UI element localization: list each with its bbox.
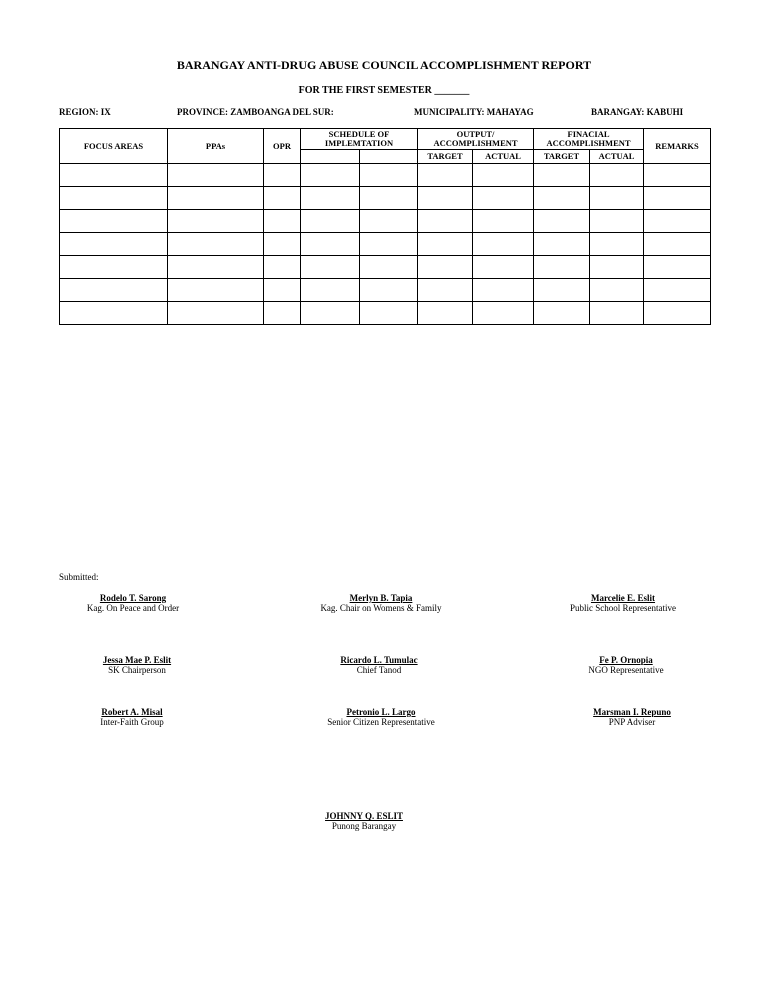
table-body — [60, 164, 711, 325]
header-remarks: REMARKS — [644, 129, 711, 164]
table-cell — [301, 233, 360, 256]
table-cell — [418, 210, 473, 233]
region-label: REGION: IX — [59, 107, 111, 117]
table-cell — [360, 210, 418, 233]
signatory-block — [92, 655, 182, 675]
signatory-name: Jessa Mae P. Eslit — [102, 655, 172, 665]
table-cell — [418, 164, 473, 187]
table-cell — [264, 187, 301, 210]
table-cell — [60, 256, 168, 279]
punong-barangay-block — [318, 811, 410, 831]
table-row — [60, 164, 711, 187]
table-row — [60, 302, 711, 325]
table-cell — [590, 256, 644, 279]
table-cell — [60, 279, 168, 302]
signatory-role: NGO Representative — [588, 665, 664, 675]
table-cell — [360, 233, 418, 256]
punong-barangay-name: JOHNNY Q. ESLIT — [325, 811, 403, 821]
header-financial-target: TARGET — [534, 150, 590, 164]
signatory-name: Ricardo L. Tumulac — [340, 655, 418, 665]
signatory-role: Chief Tanod — [356, 665, 402, 675]
municipality-label: MUNICIPALITY: MAHAYAG — [414, 107, 534, 117]
signatory-role: SK Chairperson — [108, 665, 166, 675]
table-cell — [264, 256, 301, 279]
table-cell — [168, 256, 264, 279]
report-title: BARANGAY ANTI-DRUG ABUSE COUNCIL ACCOMPLISHMENT REPORT — [176, 58, 592, 72]
table-row — [60, 210, 711, 233]
table-cell — [644, 187, 711, 210]
table-cell — [360, 187, 418, 210]
header-output-actual: ACTUAL — [473, 150, 534, 164]
signatory-block — [330, 655, 428, 675]
header-financial: FINACIAL ACCOMPLISHMENT — [534, 129, 644, 150]
header-schedule-sub-2 — [360, 150, 418, 164]
table-cell — [418, 233, 473, 256]
table-cell — [168, 302, 264, 325]
table-cell — [534, 164, 590, 187]
table-cell — [590, 210, 644, 233]
header-schedule: SCHEDULE OF IMPLEMTATION — [301, 129, 418, 150]
table-cell — [473, 164, 534, 187]
table-cell — [360, 279, 418, 302]
table-cell — [60, 302, 168, 325]
signatory-role: Inter-Faith Group — [100, 717, 164, 727]
province-label: PROVINCE: ZAMBOANGA DEL SUR: — [177, 107, 334, 117]
signatory-name: Robert A. Misal — [101, 707, 163, 717]
table-cell — [60, 187, 168, 210]
table-cell — [534, 302, 590, 325]
table-cell — [264, 164, 301, 187]
table-cell — [301, 210, 360, 233]
header-ppas: PPAs — [168, 129, 264, 164]
signatory-name: Fe P. Ornopia — [599, 655, 653, 665]
table-cell — [590, 187, 644, 210]
table-cell — [644, 233, 711, 256]
table-row — [60, 256, 711, 279]
table-cell — [264, 210, 301, 233]
table-cell — [60, 164, 168, 187]
table-cell — [264, 302, 301, 325]
table-cell — [360, 256, 418, 279]
table-cell — [264, 233, 301, 256]
header-schedule-sub-1 — [301, 150, 360, 164]
signatory-name: Petronio L. Largo — [346, 707, 416, 717]
signatory-block — [322, 707, 440, 727]
table-cell — [590, 164, 644, 187]
table-cell — [644, 210, 711, 233]
accomplishment-table — [59, 128, 711, 325]
signatory-block — [92, 707, 172, 727]
table-cell — [473, 302, 534, 325]
table-cell — [301, 302, 360, 325]
table-cell — [168, 210, 264, 233]
table-cell — [534, 210, 590, 233]
signatory-block — [588, 707, 676, 727]
signatory-block — [316, 593, 446, 613]
table-cell — [264, 279, 301, 302]
header-output-target: TARGET — [418, 150, 473, 164]
table-row — [60, 279, 711, 302]
table-cell — [473, 233, 534, 256]
table-cell — [418, 302, 473, 325]
table-cell — [590, 279, 644, 302]
table-cell — [644, 256, 711, 279]
table-cell — [418, 187, 473, 210]
signatory-role: Kag. Chair on Womens & Family — [320, 603, 442, 613]
header-focus-areas: FOCUS AREAS — [60, 129, 168, 164]
signatory-block — [580, 655, 672, 675]
table-cell — [301, 279, 360, 302]
table-cell — [590, 302, 644, 325]
header-opr: OPR — [264, 129, 301, 164]
table-cell — [534, 233, 590, 256]
table-cell — [168, 187, 264, 210]
signatory-name: Merlyn B. Tapia — [349, 593, 413, 603]
table-cell — [60, 233, 168, 256]
header-output: OUTPUT/ ACCOMPLISHMENT — [418, 129, 534, 150]
table-row — [60, 187, 711, 210]
table-cell — [60, 210, 168, 233]
table-cell — [301, 164, 360, 187]
table-cell — [360, 164, 418, 187]
table-cell — [418, 256, 473, 279]
table-cell — [644, 164, 711, 187]
table-cell — [644, 302, 711, 325]
signatory-name: Rodelo T. Sarong — [99, 593, 167, 603]
table-cell — [473, 256, 534, 279]
table-cell — [168, 233, 264, 256]
table-cell — [473, 279, 534, 302]
table-cell — [168, 164, 264, 187]
table-cell — [301, 187, 360, 210]
signatory-block — [566, 593, 680, 613]
table-cell — [301, 256, 360, 279]
table-cell — [360, 302, 418, 325]
signatory-name: Marcelie E. Eslit — [590, 593, 656, 603]
signatory-role: Public School Representative — [570, 603, 676, 613]
signatory-role: Kag. On Peace and Order — [86, 603, 180, 613]
table-cell — [590, 233, 644, 256]
table-cell — [534, 187, 590, 210]
submitted-label: Submitted: — [59, 572, 99, 582]
signatory-role: Senior Citizen Representative — [327, 717, 435, 727]
table-cell — [534, 256, 590, 279]
table-cell — [534, 279, 590, 302]
punong-barangay-role: Punong Barangay — [331, 821, 397, 831]
table-cell — [644, 279, 711, 302]
table-row — [60, 233, 711, 256]
signatory-block — [84, 593, 182, 613]
table-cell — [168, 279, 264, 302]
report-subtitle: FOR THE FIRST SEMESTER _______ — [298, 85, 470, 96]
table-cell — [418, 279, 473, 302]
header-financial-actual: ACTUAL — [590, 150, 644, 164]
barangay-label: BARANGAY: KABUHI — [591, 107, 684, 117]
table-cell — [473, 210, 534, 233]
signatory-name: Marsman I. Repuno — [593, 707, 671, 717]
signatory-role: PNP Adviser — [608, 717, 656, 727]
table-cell — [473, 187, 534, 210]
